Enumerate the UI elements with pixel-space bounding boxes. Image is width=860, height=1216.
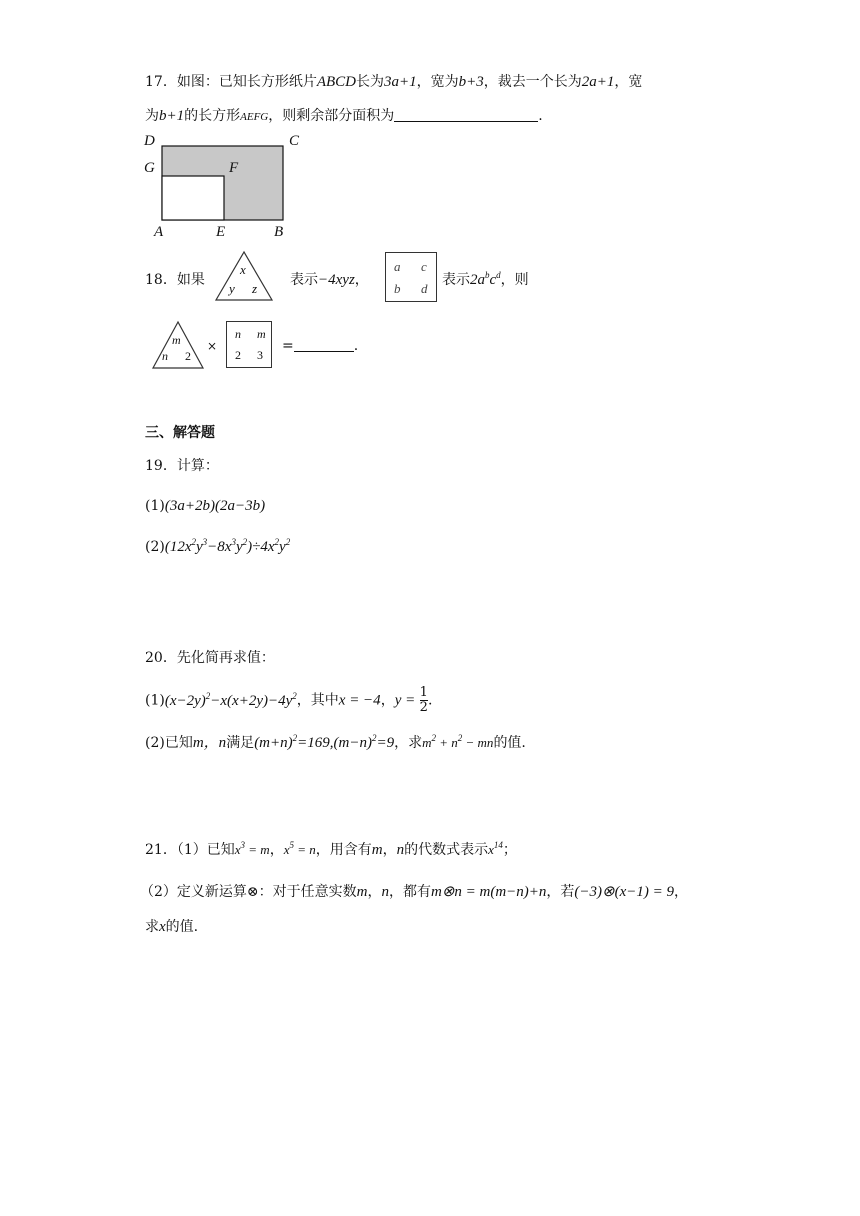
q18-expr2: 表示$2a^bc^d$，则 [442,270,529,288]
q19-part1: (1)(3a+2b)(2a−3b) [145,498,266,514]
q20-part1: $(1)(x-2y)^2-x(x+2y)-4y^2$，其中x = −4，y = $\frac{1}{2}$ . [145,685,433,715]
times-sign: × [207,339,218,353]
triangle-symbol-1: x y z [214,250,274,302]
q17-line2: 为b+1的长方形AEFG，则剩余部分面积为 . [145,108,543,124]
label-D: D [144,133,155,149]
q21-part1: 21．（1）已知$x^3 = m$，$x^5 = n$，用含有m，n的代数式表示$x^{14}$； [145,840,517,858]
label-E: E [216,224,226,240]
q21-part2: （2）定义新运算⊗：对于任意实数m，n，都有m⊗n = m(m−n)+n，若(−3)⊗(x−1) = 9， [140,884,688,900]
label-B: B [274,224,284,240]
answer-blank-17[interactable] [394,107,538,122]
fraction-half: $\frac{1}{2}$ [419,685,428,715]
q19-title: 19．计算： [145,458,219,474]
q19-part2: $(2)(12x^2y^3-8x^3y^2)\div 4x^2y^2$ [145,537,291,555]
label-G: G [144,160,155,176]
q17-line1: 17．如图：已知长方形纸片ABCD长为3a+1，宽为b+3，裁去一个长为2a+1，宽 [145,74,643,90]
triangle-symbol-2: m n 2 [151,320,205,370]
label-A: A [154,224,164,240]
label-C: C [289,133,300,149]
label-F: F [229,160,239,176]
q18-line1: 18．如果 [145,272,205,288]
box-symbol-1: a c b d [385,252,437,302]
q18-expr1: 表示−4xyz， [290,272,369,288]
q20-part2: (2)已知m，n满足$(m+n)^2=169,(m-n)^2=9$，求$m^2 + n^2$ − mn的值. [145,733,526,751]
q18-answer-line: = . [282,338,359,354]
q17-figure [140,132,310,242]
section-heading: 三、解答题 [145,425,215,441]
q20-title: 20．先化简再求值： [145,650,275,666]
box-symbol-2: n m 2 3 [226,321,272,368]
answer-blank-18[interactable] [294,337,354,352]
q21-part2-cont: 求x的值. [145,919,199,935]
